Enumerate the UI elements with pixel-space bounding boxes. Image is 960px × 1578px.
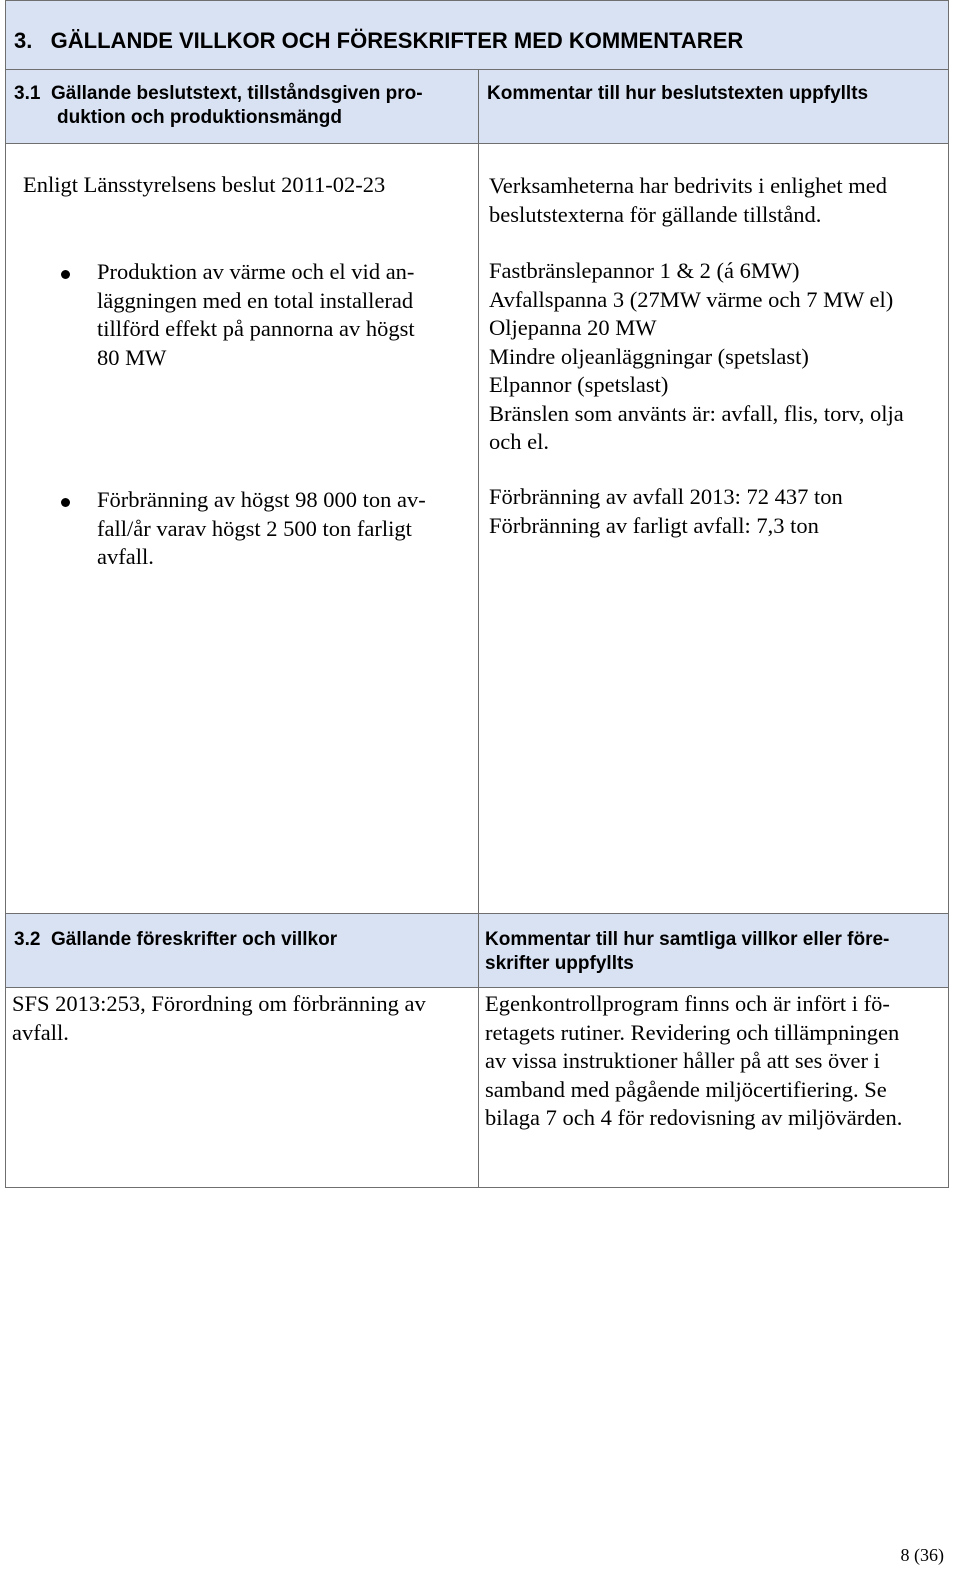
bullet-line: 80 MW xyxy=(97,344,167,370)
bullet-item xyxy=(97,258,415,372)
decision-intro: Enligt Länsstyrelsens beslut 2011-02-23 xyxy=(23,172,386,197)
table-regulations xyxy=(5,913,949,1188)
regulation-line: SFS 2013:253, Förordning om förbränning av xyxy=(12,991,426,1016)
bullet-line: läggningen med en total installerad xyxy=(97,287,414,313)
table1-header-left-line: 3.1 Gällande beslutstext, tillståndsgiven pro- xyxy=(14,83,423,104)
regulation-comment-line: av vissa instruktioner håller på att ses över i xyxy=(485,1048,880,1073)
comment-paragraph xyxy=(489,257,904,457)
section-title-row xyxy=(6,1,948,69)
bullet-line: fall/år varav högst 2 500 ton farligt xyxy=(97,515,412,541)
bullet-line: avfall. xyxy=(97,544,154,569)
comment-line: Avfallspanna 3 (27MW värme och 7 MW el) xyxy=(489,286,894,312)
comment-line: och el. xyxy=(489,429,549,454)
bullet-icon xyxy=(61,498,70,507)
comment-line: Mindre oljeanläggningar (spetslast) xyxy=(489,343,809,369)
table1-header-left xyxy=(6,70,478,143)
regulation-comment-line: retagets rutiner. Revidering och tillämpningen xyxy=(485,1019,900,1045)
regulation-line: avfall. xyxy=(12,1019,69,1045)
table2-header-left-label: 3.2 Gällande föreskrifter och villkor xyxy=(14,929,338,950)
table1-left-body xyxy=(6,144,478,914)
regulation-comment-line: Egenkontrollprogram finns och är infört i fö- xyxy=(485,991,890,1016)
table2-header-right-line: skrifter uppfyllts xyxy=(485,953,634,974)
page-number: 8 (36) xyxy=(900,1545,944,1565)
comment-line: Oljepanna 20 MW xyxy=(489,315,657,340)
comment-line: Elpannor (spetslast) xyxy=(489,372,669,397)
table2-left-body xyxy=(6,988,478,1187)
table1-header-right-label: Kommentar till hur beslutstexten uppfyllts xyxy=(487,83,869,104)
bullet-line: tillförd effekt på pannorna av högst xyxy=(97,316,415,341)
table-current-conditions xyxy=(5,0,949,914)
comment-line: Bränslen som använts är: avfall, flis, torv, olja xyxy=(489,400,904,426)
comment-line: Verksamheterna har bedrivits i enlighet med xyxy=(489,173,887,198)
table2-header-right-line: Kommentar till hur samtliga villkor eller före- xyxy=(485,929,890,950)
table1-right-body xyxy=(479,144,948,914)
bullet-icon xyxy=(61,270,70,279)
comment-line: Fastbränslepannor 1 & 2 (á 6MW) xyxy=(489,258,800,283)
comment-line: Förbränning av avfall 2013: 72 437 ton xyxy=(489,484,843,509)
comment-paragraph xyxy=(489,172,887,229)
table2-header-left xyxy=(6,914,478,987)
section-title: 3. GÄLLANDE VILLKOR OCH FÖRESKRIFTER MED KOMMENTARER xyxy=(14,28,744,53)
table2-right-body xyxy=(479,988,948,1187)
bullet-line: Produktion av värme och el vid an- xyxy=(97,259,415,284)
comment-line: Förbränning av farligt avfall: 7,3 ton xyxy=(489,512,819,538)
bullet-line: Förbränning av högst 98 000 ton av- xyxy=(97,487,426,512)
comment-paragraph xyxy=(489,483,843,540)
bullet-item xyxy=(97,486,426,572)
table1-header-right xyxy=(479,70,948,143)
table1-header-left-line: duktion och produktionsmängd xyxy=(57,107,342,128)
comment-line: beslutstexterna för gällande tillstånd. xyxy=(489,201,822,227)
table2-header-right xyxy=(479,914,948,987)
regulation-comment-line: samband med pågående miljöcertifiering. Se xyxy=(485,1076,887,1102)
regulation-comment-line: bilaga 7 och 4 för redovisning av miljövärden. xyxy=(485,1105,903,1130)
